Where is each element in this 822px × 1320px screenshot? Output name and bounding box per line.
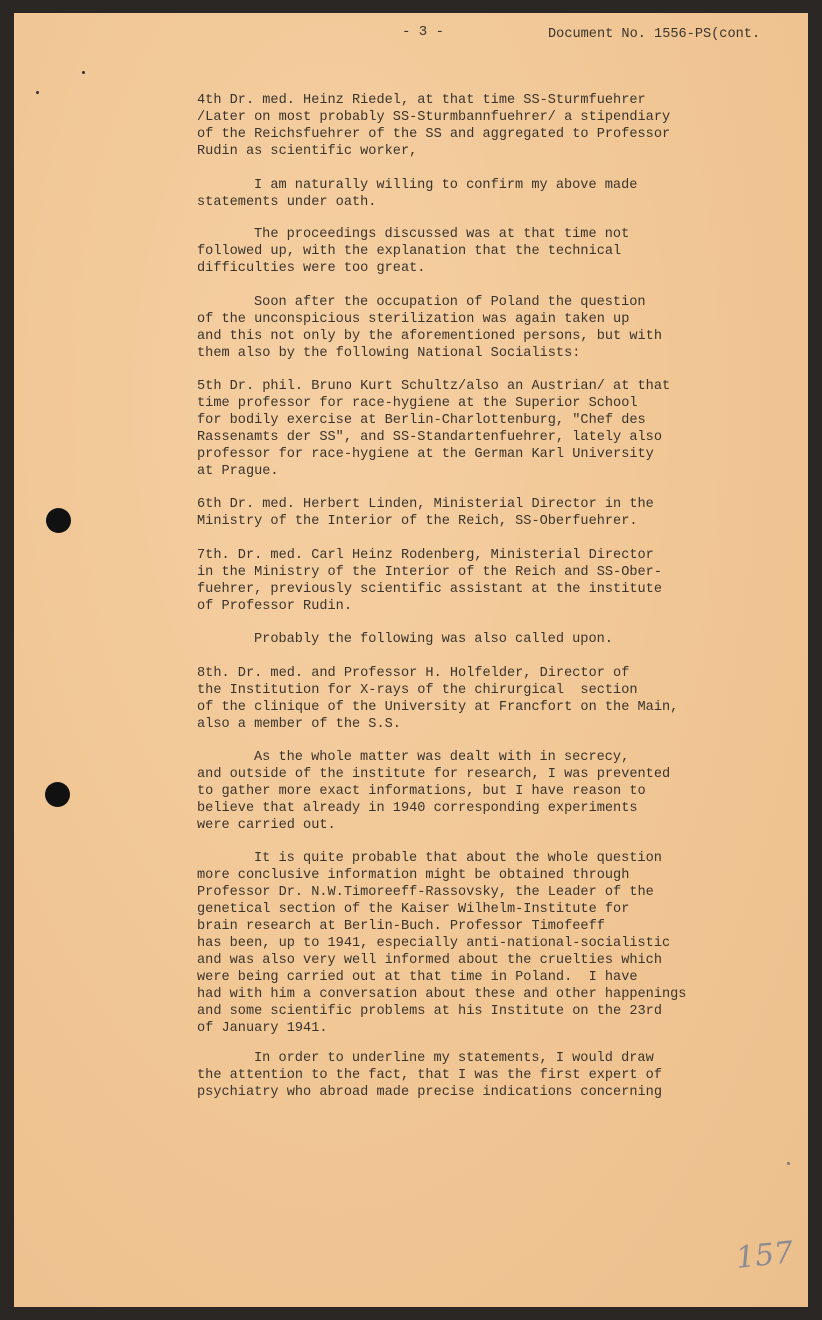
text-line: time professor for race-hygiene at the Superior School: [197, 396, 638, 411]
text-line: followed up, with the explanation that the technical: [197, 244, 622, 259]
punch-hole: [45, 782, 70, 807]
text-line: I am naturally willing to confirm my above made: [254, 178, 638, 193]
text-line: Professor Dr. N.W.Timoreeff-Rassovsky, the Leader of the: [197, 885, 654, 900]
text-line: of the clinique of the University at Francfort on the Main,: [197, 700, 679, 715]
text-line: brain research at Berlin-Buch. Professor Timofeeff: [197, 919, 605, 934]
text-line: 5th Dr. phil. Bruno Kurt Schultz/also an Austrian/ at that: [197, 379, 671, 394]
text-line: /Later on most probably SS-Sturmbannfuehrer/ a stipendiary: [197, 110, 671, 125]
paragraph: [197, 496, 654, 530]
text-line: were carried out.: [197, 818, 336, 833]
text-line: As the whole matter was dealt with in secrecy,: [254, 750, 630, 765]
text-line: and outside of the institute for research, I was prevented: [197, 767, 671, 782]
text-line: 6th Dr. med. Herbert Linden, Ministerial Director in the: [197, 497, 654, 512]
text-line: In order to underline my statements, I would draw: [254, 1051, 654, 1066]
text-line: at Prague.: [197, 464, 279, 479]
text-line: genetical section of the Kaiser Wilhelm-Institute for: [197, 902, 630, 917]
speck: [36, 91, 39, 94]
text-line: The proceedings discussed was at that time not: [254, 227, 630, 242]
text-line: fuehrer, previously scientific assistant at the institute: [197, 582, 662, 597]
text-line: had with him a conversation about these and other happenings: [197, 987, 687, 1002]
text-line: 8th. Dr. med. and Professor H. Holfelder, Director of: [197, 666, 630, 681]
paragraph: [197, 631, 613, 648]
text-line: Probably the following was also called upon.: [254, 632, 613, 647]
text-line: has been, up to 1941, especially anti-national-socialistic: [197, 936, 671, 951]
text-line: the attention to the fact, that I was the first expert of: [197, 1068, 662, 1083]
text-line: believe that already in 1940 corresponding experiments: [197, 801, 638, 816]
text-line: them also by the following National Socialists:: [197, 346, 581, 361]
text-line: professor for race-hygiene at the German Karl University: [197, 447, 654, 462]
text-line: statements under oath.: [197, 195, 377, 210]
text-line: of Professor Rudin.: [197, 599, 352, 614]
text-line: Ministry of the Interior of the Reich, SS-Oberfuehrer.: [197, 514, 638, 529]
text-line: also a member of the S.S.: [197, 717, 401, 732]
paragraph: [197, 294, 662, 362]
paragraph: [197, 92, 670, 160]
text-line: and was also very well informed about the cruelties which: [197, 953, 662, 968]
paragraph: [197, 850, 686, 1037]
text-line: of the Reichsfuehrer of the SS and aggregated to Professor: [197, 127, 671, 142]
paragraph: [197, 749, 670, 834]
handwritten-folio-number: 157: [734, 1235, 795, 1276]
text-line: of January 1941.: [197, 1021, 328, 1036]
paragraph: [197, 226, 629, 277]
text-line: in the Ministry of the Interior of the Reich and SS-Ober-: [197, 565, 662, 580]
text-line: and some scientific problems at his Institute on the 23rd: [197, 1004, 662, 1019]
paragraph: [197, 1050, 662, 1101]
punch-hole: [46, 508, 71, 533]
text-line: psychiatry who abroad made precise indications concerning: [197, 1085, 662, 1100]
paragraph: [197, 177, 637, 211]
paragraph: [197, 665, 678, 733]
text-line: were being carried out at that time in Poland. I have: [197, 970, 638, 985]
text-line: difficulties were too great.: [197, 261, 426, 276]
paragraph: [197, 378, 670, 480]
text-line: 4th Dr. med. Heinz Riedel, at that time SS-Sturmfuehrer: [197, 93, 646, 108]
text-line: Soon after the occupation of Poland the question: [254, 295, 646, 310]
text-line: Rassenamts der SS", and SS-Standartenfuehrer, lately also: [197, 430, 662, 445]
text-line: of the unconspicious sterilization was again taken up: [197, 312, 630, 327]
text-line: to gather more exact informations, but I have reason to: [197, 784, 646, 799]
page-number: - 3 -: [402, 24, 445, 40]
text-line: more conclusive information might be obtained through: [197, 868, 630, 883]
speck: [787, 1162, 790, 1165]
speck: [82, 71, 85, 74]
text-line: for bodily exercise at Berlin-Charlottenburg, "Chef des: [197, 413, 646, 428]
text-line: the Institution for X-rays of the chirurgical section: [197, 683, 638, 698]
document-reference: Document No. 1556-PS(cont.: [548, 27, 761, 42]
paragraph: [197, 547, 662, 615]
text-line: It is quite probable that about the whole question: [254, 851, 662, 866]
text-line: and this not only by the aforementioned persons, but with: [197, 329, 662, 344]
text-line: Rudin as scientific worker,: [197, 144, 418, 159]
text-line: 7th. Dr. med. Carl Heinz Rodenberg, Ministerial Director: [197, 548, 654, 563]
